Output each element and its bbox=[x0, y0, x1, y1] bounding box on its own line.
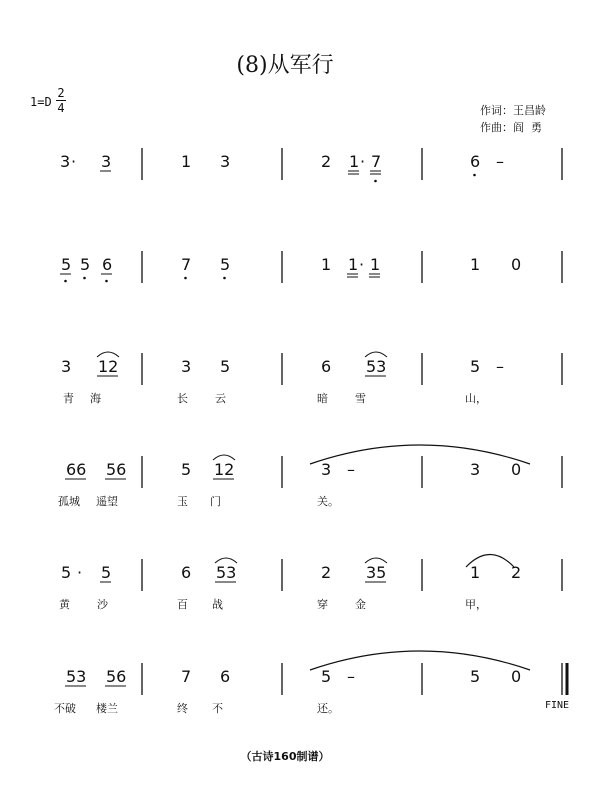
note: 3 bbox=[470, 460, 481, 479]
lyric-syllable: 雪 bbox=[355, 392, 366, 405]
note: 12 bbox=[98, 357, 119, 376]
note: · bbox=[77, 563, 83, 582]
note: · bbox=[71, 152, 77, 171]
octave-dot bbox=[83, 277, 86, 280]
lyric-syllable: 山， bbox=[465, 392, 487, 405]
lyric-syllable: 关。 bbox=[317, 495, 339, 508]
lyric-syllable: 青 bbox=[63, 392, 74, 405]
score-title: (8)从军行 bbox=[236, 53, 334, 78]
tie bbox=[310, 445, 530, 464]
note: 56 bbox=[106, 667, 127, 686]
note: 6 bbox=[470, 152, 481, 171]
octave-dot bbox=[223, 277, 226, 280]
note: 35 bbox=[366, 563, 387, 582]
note: 0 bbox=[511, 667, 522, 686]
note: 6 bbox=[102, 255, 113, 274]
lyric-syllable: 穿 bbox=[317, 598, 328, 611]
note: – bbox=[347, 460, 355, 479]
lyric-syllable: 金 bbox=[355, 598, 366, 611]
octave-dot bbox=[105, 280, 108, 283]
note: 2 bbox=[321, 152, 332, 171]
lyric-syllable: 沙 bbox=[97, 598, 108, 611]
lyric-syllable: 终 bbox=[177, 702, 188, 715]
fine-mark: FINE bbox=[545, 700, 570, 711]
note: 7 bbox=[181, 255, 192, 274]
note: 5 bbox=[61, 255, 72, 274]
note: 5 bbox=[61, 563, 72, 582]
lyric-syllable: 楼兰 bbox=[96, 702, 118, 715]
note: 7 bbox=[181, 667, 192, 686]
lyric-syllable: 门 bbox=[210, 495, 221, 508]
footer-note: （古诗160制谱） bbox=[240, 750, 330, 763]
note: 6 bbox=[220, 667, 231, 686]
key-signature: 1=D bbox=[30, 95, 52, 109]
note: · bbox=[359, 255, 365, 274]
note: 5 bbox=[181, 460, 192, 479]
lyric-syllable: 不 bbox=[212, 702, 223, 715]
lyric-syllable: 玉 bbox=[177, 495, 188, 508]
note: 56 bbox=[106, 460, 127, 479]
note: 5 bbox=[101, 563, 112, 582]
note: 2 bbox=[321, 563, 332, 582]
lyric-syllable: 战 bbox=[212, 598, 223, 611]
lyric-syllable: 还。 bbox=[317, 702, 339, 715]
note: – bbox=[347, 667, 355, 686]
note: 5 bbox=[80, 255, 91, 274]
note: 5 bbox=[470, 357, 481, 376]
lyric-syllable: 长 bbox=[177, 392, 188, 405]
note: 3 bbox=[321, 460, 332, 479]
note: 5 bbox=[470, 667, 481, 686]
octave-dot bbox=[184, 277, 187, 280]
note: – bbox=[496, 152, 504, 171]
lyric-syllable: 甲， bbox=[465, 598, 487, 611]
note: – bbox=[496, 357, 504, 376]
octave-dot bbox=[473, 174, 476, 177]
note: 1 bbox=[370, 255, 381, 274]
note: 5 bbox=[321, 667, 332, 686]
note: 1 bbox=[181, 152, 192, 171]
note: 6 bbox=[181, 563, 192, 582]
note: 1 bbox=[349, 152, 360, 171]
composer-credit: 作曲：阎 勇 bbox=[480, 121, 542, 134]
tie bbox=[310, 651, 530, 670]
note: 1 bbox=[348, 255, 359, 274]
time-signature-bottom: 4 bbox=[57, 101, 65, 115]
note: 5 bbox=[220, 357, 231, 376]
note: 3 bbox=[60, 152, 71, 171]
note: 12 bbox=[214, 460, 235, 479]
lyric-syllable: 遥望 bbox=[96, 495, 118, 508]
note: 1 bbox=[470, 563, 481, 582]
note: 5 bbox=[220, 255, 231, 274]
note: 1 bbox=[321, 255, 332, 274]
note: 3 bbox=[220, 152, 231, 171]
note: 7 bbox=[371, 152, 382, 171]
lyric-syllable: 云 bbox=[215, 392, 226, 405]
lyric-syllable: 不破 bbox=[54, 702, 76, 715]
note: 3 bbox=[101, 152, 112, 171]
note: 53 bbox=[366, 357, 387, 376]
note: 1 bbox=[470, 255, 481, 274]
note: 3 bbox=[61, 357, 72, 376]
note: · bbox=[360, 152, 366, 171]
note: 2 bbox=[511, 563, 522, 582]
lyric-syllable: 孤城 bbox=[58, 495, 80, 508]
note: 3 bbox=[181, 357, 192, 376]
note: 0 bbox=[511, 255, 522, 274]
lyricist-credit: 作词：王昌龄 bbox=[480, 104, 546, 117]
lyric-syllable: 暗 bbox=[317, 392, 328, 405]
lyric-syllable: 百 bbox=[177, 598, 188, 611]
octave-dot bbox=[374, 180, 377, 183]
note: 53 bbox=[66, 667, 87, 686]
octave-dot bbox=[64, 280, 67, 283]
lyric-syllable: 黄 bbox=[59, 598, 70, 611]
time-signature-top: 2 bbox=[57, 86, 65, 100]
note: 66 bbox=[66, 460, 87, 479]
note: 0 bbox=[511, 460, 522, 479]
lyric-syllable: 海 bbox=[90, 392, 101, 405]
note: 6 bbox=[321, 357, 332, 376]
note: 53 bbox=[216, 563, 237, 582]
